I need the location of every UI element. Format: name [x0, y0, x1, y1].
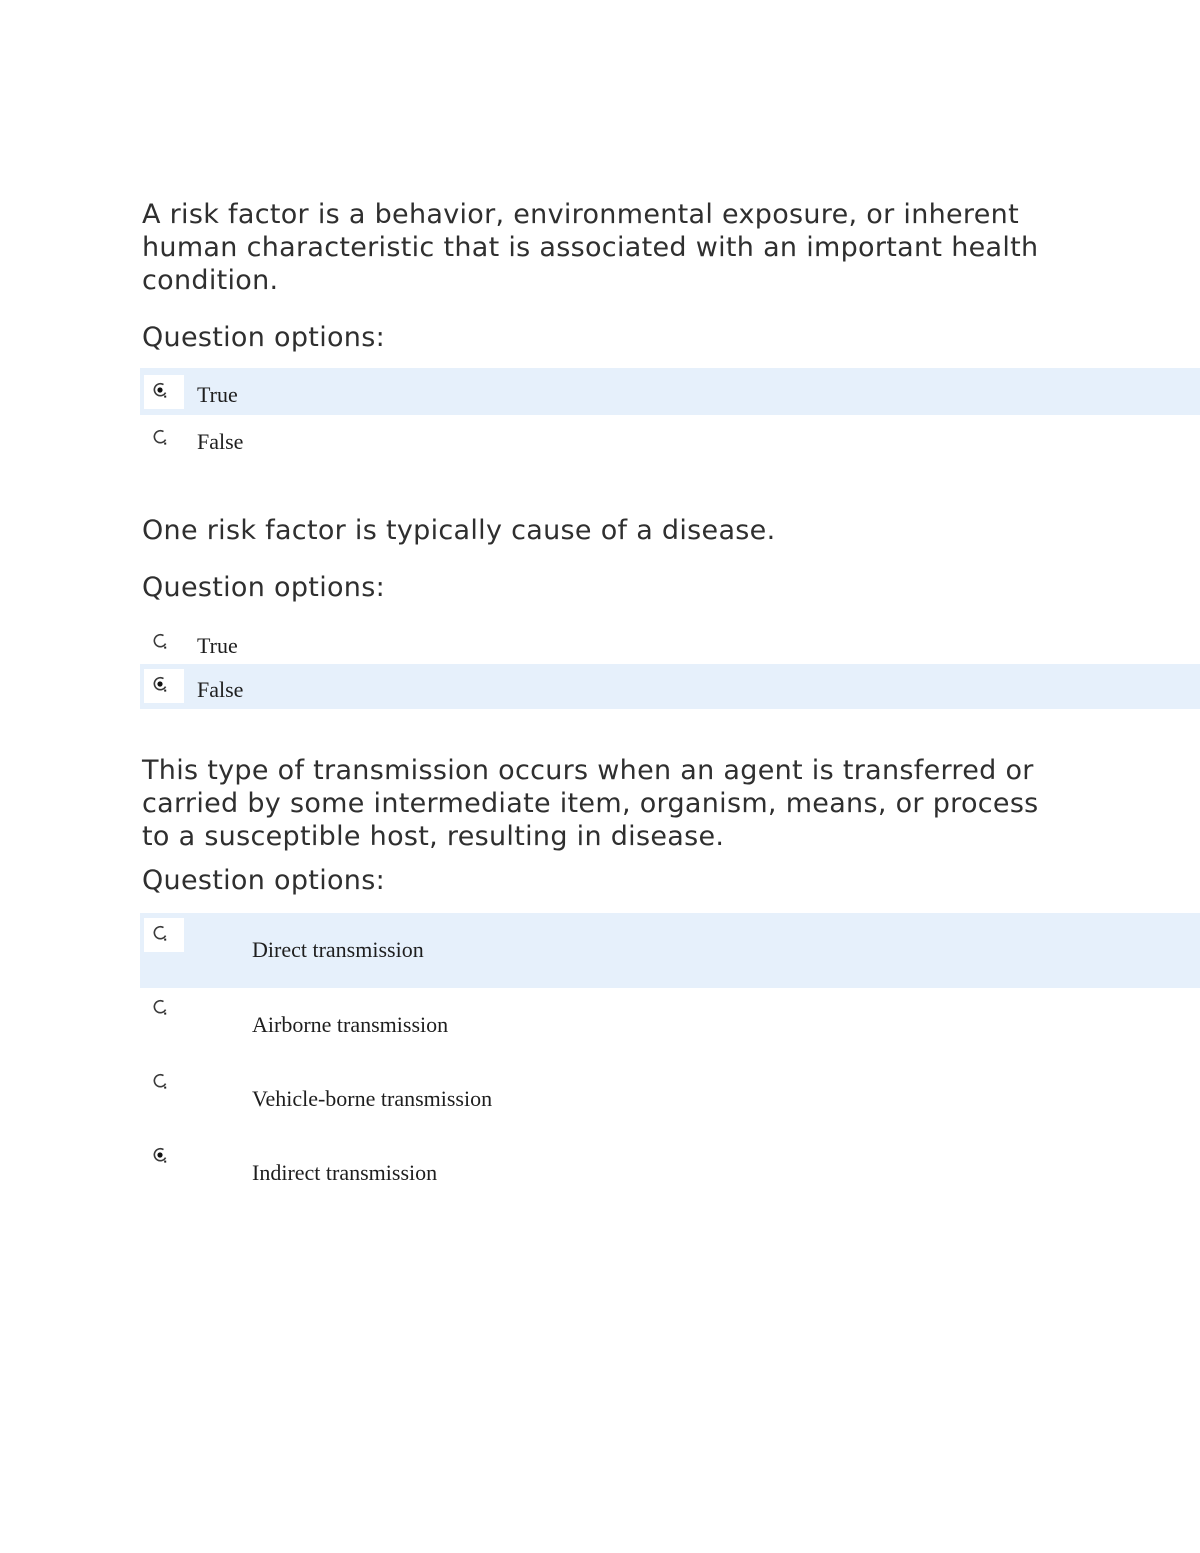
question-3-options-label: Question options: — [142, 865, 385, 896]
radio-button[interactable] — [144, 422, 184, 456]
radio-button[interactable] — [144, 375, 184, 409]
q3-option-direct[interactable] — [140, 913, 1200, 988]
radio-selected-icon — [151, 675, 169, 693]
radio-unselected-icon — [151, 1072, 169, 1090]
option-label: Airborne transmission — [252, 1012, 449, 1037]
q1-option-false[interactable] — [140, 415, 1200, 462]
question-2-options-label: Question options: — [142, 572, 385, 603]
q2-option-true[interactable] — [140, 619, 1200, 664]
radio-unselected-icon — [151, 632, 169, 650]
option-label: True — [197, 382, 238, 407]
radio-button[interactable] — [144, 1140, 184, 1174]
radio-unselected-icon — [151, 998, 169, 1016]
option-label: False — [197, 429, 244, 454]
q2-option-false[interactable] — [140, 664, 1200, 709]
radio-unselected-icon — [151, 428, 169, 446]
q1-option-true[interactable] — [140, 368, 1200, 415]
radio-button[interactable] — [144, 992, 184, 1026]
radio-button[interactable] — [144, 918, 184, 952]
option-label: Indirect transmission — [252, 1160, 438, 1185]
option-label: False — [197, 677, 244, 702]
option-label: True — [197, 633, 238, 658]
radio-selected-icon — [151, 381, 169, 399]
q3-option-airborne[interactable] — [140, 988, 1200, 1062]
q3-option-vehicle-borne[interactable] — [140, 1062, 1200, 1136]
radio-button[interactable] — [144, 1066, 184, 1100]
radio-button[interactable] — [144, 626, 184, 660]
option-label: Direct transmission — [252, 937, 424, 962]
question-1-text: A risk factor is a behavior, environmental exposure, or inherent human characteristic that is associated with an important health condition. — [142, 199, 1039, 296]
radio-unselected-icon — [151, 924, 169, 942]
question-2-text: One risk factor is typically cause of a disease. — [142, 515, 776, 546]
question-1-options-label: Question options: — [142, 322, 385, 353]
option-label: Vehicle-borne transmission — [252, 1086, 493, 1111]
question-3-text: This type of transmission occurs when an agent is transferred or carried by some intermediate item, organism, means, or process to a susceptible host, resulting in disease. — [142, 755, 1039, 852]
radio-selected-icon — [151, 1146, 169, 1164]
radio-button[interactable] — [144, 669, 184, 703]
q3-option-indirect[interactable] — [140, 1136, 1200, 1210]
